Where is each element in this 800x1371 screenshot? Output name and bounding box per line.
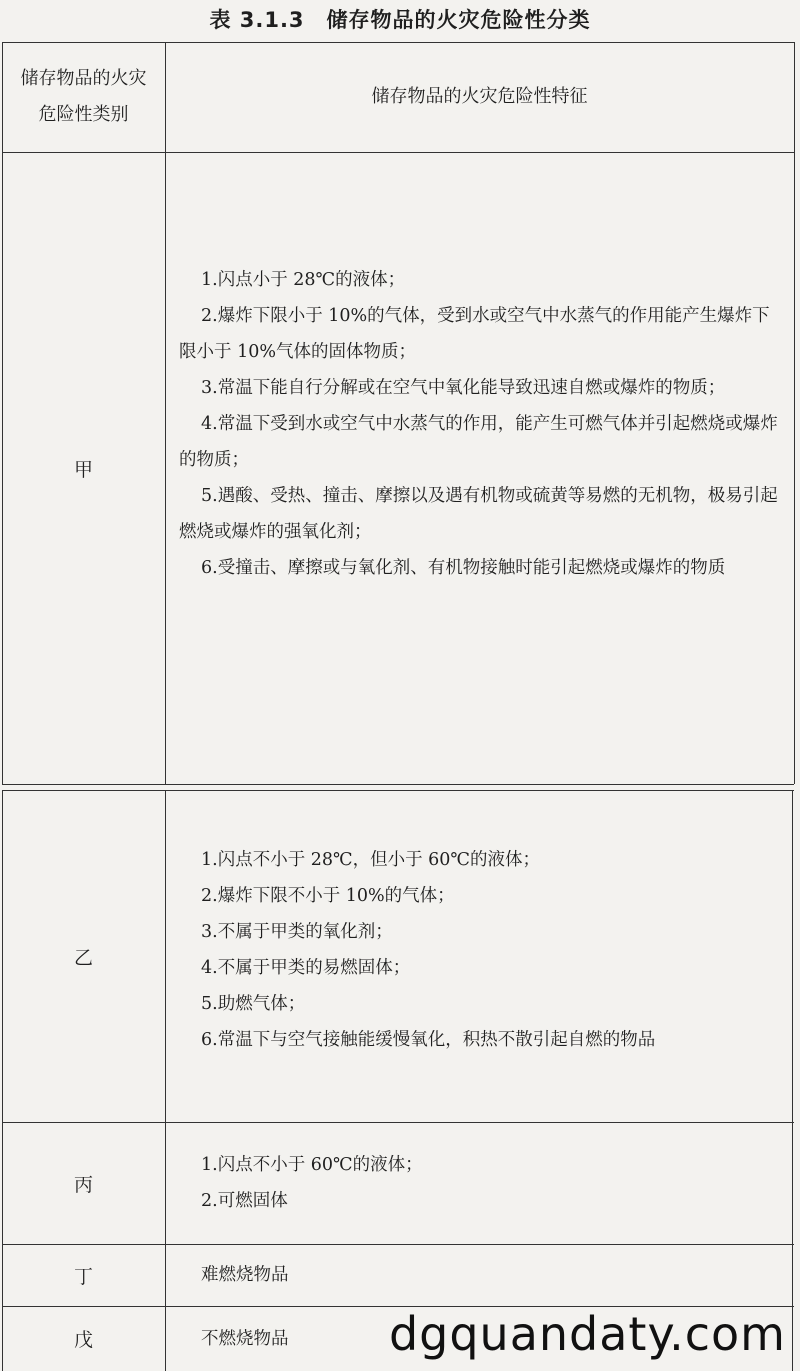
features-yi (165, 842, 792, 1058)
feature-item: 不燃烧物品 (201, 1328, 289, 1349)
feature-item: 6.常温下与空气接触能缓慢氧化，积热不散引起自燃的物品 (201, 1030, 656, 1050)
feature-item: 1.闪点小于 28℃的液体； (201, 270, 406, 290)
header-category-line2: 危险性类别 (38, 104, 129, 125)
feature-item: 5.遇酸、受热、撞击、摩擦以及遇有机物或硫黄等易燃的无机物，极易引起燃烧或爆炸的强氧化剂； (179, 486, 778, 542)
feature-item: 难燃烧物品 (201, 1265, 289, 1285)
rule-right-lower (792, 790, 793, 1371)
category-jia: 甲 (73, 458, 93, 481)
features-bing (165, 1147, 792, 1219)
header-features: 储存物品的火灾危险性特征 (371, 86, 588, 107)
feature-item: 3.不属于甲类的氧化剂； (201, 922, 393, 942)
features-ding (165, 1244, 792, 1306)
feature-item: 5.助燃气体； (201, 994, 306, 1014)
feature-item: 4.常温下受到水或空气中水蒸气的作用，能产生可燃气体并引起燃烧或爆炸的物质； (179, 414, 778, 470)
category-bing: 丙 (73, 1173, 93, 1196)
table-title: 表 3.1.3 储存物品的火灾危险性分类 (209, 8, 591, 32)
category-wu: 戊 (73, 1329, 93, 1351)
feature-item: 4.不属于甲类的易燃固体； (201, 958, 411, 978)
feature-item: 2.爆炸下限不小于 10%的气体； (201, 886, 455, 906)
rule-right-upper (794, 42, 795, 784)
watermark-text: dgquandaty.com (388, 1307, 786, 1361)
feature-item: 2.可燃固体 (201, 1191, 288, 1211)
header-features-cell (165, 42, 794, 152)
category-ding: 丁 (73, 1265, 93, 1288)
feature-item: 6.受撞击、摩擦或与氧化剂、有机物接触时能引起燃烧或爆炸的物质 (201, 558, 726, 578)
feature-item: 3.常温下能自行分解或在空气中氧化能导致迅速自燃或爆炸的物质； (201, 378, 726, 398)
category-yi: 乙 (73, 946, 93, 969)
rule-row-jia-bottom (2, 784, 794, 785)
feature-item: 2.爆炸下限小于 10%的气体，受到水或空气中水蒸气的作用能产生爆炸下限小于 10%气体的固体物质； (179, 306, 770, 362)
feature-item: 1.闪点不小于 60℃的液体； (201, 1155, 423, 1175)
features-jia (165, 262, 794, 586)
header-category-cell (2, 42, 165, 152)
header-category-line1: 储存物品的火灾 (20, 68, 147, 89)
feature-item: 1.闪点不小于 28℃，但小于 60℃的液体； (201, 850, 541, 870)
